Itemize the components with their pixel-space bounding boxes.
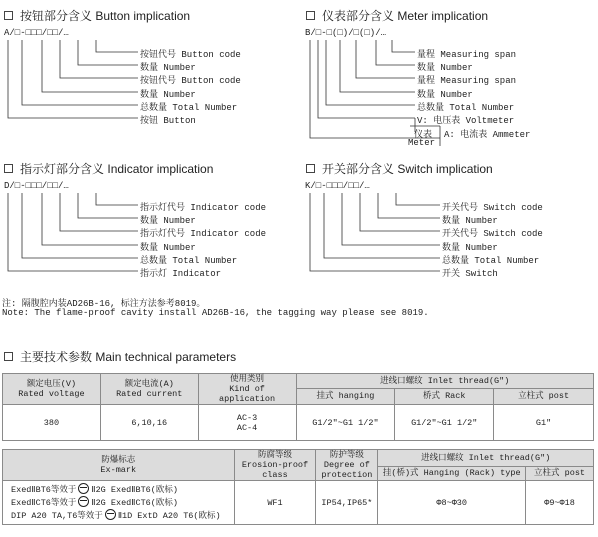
header-inlet-thread: 进线口螺纹 Inlet thread(G") — [378, 450, 594, 467]
header-post: 立柱式 post — [494, 388, 594, 404]
switch-label-number: 数量 Number — [442, 216, 498, 226]
button-section-title: 按钮部分含义 Button implication — [4, 7, 190, 24]
meter-label-number-2: 数量 Number — [417, 90, 473, 100]
button-label-number: 数量 Number — [140, 63, 196, 73]
rated-params-table — [2, 373, 594, 441]
header-erosion-proof: 防腐等级 Erosion-proof class — [234, 450, 316, 481]
switch-label-total: 总数量 Total Number — [442, 256, 540, 266]
cell-ex-marks: ExedⅡBT6等效于 Ⅱ2G ExedⅡBT6(欧标) ExedⅡCT6等效于 Ⅱ2G ExedⅡCT6(欧标) DIP A20 TA,T6等效于 Ⅱ1D ExtD A20 T6(欧标) — [3, 481, 235, 525]
cell-kind: AC-3 AC-4 — [198, 405, 296, 441]
switch-label-code: 开关代号 Switch code — [442, 203, 543, 213]
note-cn: 注: 隔腹腔内装AD26B-16, 标注方法参考8019。 — [2, 299, 206, 309]
header-kind-of-application: 使用类别 Kind of application — [198, 374, 296, 405]
meter-label-ammeter: A: 电流表 Ammeter — [444, 130, 531, 140]
header-rated-voltage: 额定电压(V) Rated voltage — [3, 374, 101, 405]
ex-mark-icon — [78, 496, 89, 507]
cell-hanging-rack: Φ8~Φ30 — [378, 481, 526, 525]
header-post: 立柱式 post — [526, 466, 594, 480]
ex-mark-icon — [105, 509, 116, 520]
meter-label-span: 量程 Measuring span — [417, 50, 517, 60]
header-rated-current: 额定电流(A) Rated current — [100, 374, 198, 405]
header-rack: 桥式 Rack — [395, 388, 494, 404]
button-label-button: 按钮 Button — [140, 116, 196, 126]
table-row — [3, 481, 594, 525]
header-ex-mark: 防爆标志 Ex-mark — [3, 450, 235, 481]
cell-erosion: WF1 — [234, 481, 316, 525]
square-bullet-icon — [4, 352, 13, 361]
cell-post: G1" — [494, 405, 594, 441]
cell-post: Φ9~Φ18 — [526, 481, 594, 525]
meter-label-total: 总数量 Total Number — [417, 103, 515, 113]
cell-protection: IP54,IP65* — [316, 481, 378, 525]
meter-label-span-2: 量程 Measuring span — [417, 76, 517, 86]
cell-hanging: G1/2"~G1 1/2" — [296, 405, 395, 441]
indicator-label-number-2: 数量 Number — [140, 243, 196, 253]
indicator-section-title: 指示灯部分含义 Indicator implication — [4, 160, 213, 177]
meter-label-voltmeter: V: 电压表 Voltmeter — [417, 116, 515, 126]
switch-code: K/□-□□□/□□/… — [305, 181, 370, 191]
indicator-label-number: 数量 Number — [140, 216, 196, 226]
meter-box-cn: 仪表 — [414, 130, 433, 140]
header-inlet-thread: 进线口螺纹 Inlet thread(G") — [296, 374, 594, 389]
tech-section-title: 主要技术参数 Main technical parameters — [4, 348, 236, 365]
button-code: A/□-□□□/□□/… — [4, 28, 69, 38]
ex-mark-table — [2, 449, 594, 525]
indicator-label-code: 指示灯代号 Indicator code — [140, 203, 267, 213]
table-row — [3, 405, 594, 441]
meter-code: B/□-□(□)/□(□)/… — [305, 28, 387, 38]
indicator-label-indicator: 指示灯 Indicator — [140, 269, 222, 279]
cell-voltage: 380 — [3, 405, 101, 441]
button-label-number-2: 数量 Number — [140, 90, 196, 100]
header-hanging: 挂式 hanging — [296, 388, 395, 404]
indicator-label-total: 总数量 Total Number — [140, 256, 238, 266]
switch-label-code-2: 开关代号 Switch code — [442, 229, 543, 239]
indicator-label-code-2: 指示灯代号 Indicator code — [140, 229, 267, 239]
switch-section-title: 开关部分含义 Switch implication — [306, 160, 493, 177]
switch-label-switch: 开关 Switch — [442, 269, 498, 279]
cell-current: 6,10,16 — [100, 405, 198, 441]
cell-rack: G1/2"~G1 1/2" — [395, 405, 494, 441]
button-label-code-2: 按钮代号 Button code — [140, 76, 241, 86]
meter-box-en: Meter — [408, 138, 436, 148]
meter-section-title: 仪表部分含义 Meter implication — [306, 7, 488, 24]
note-en: Note: The flame-proof cavity install AD26B-16, the tagging way please see 8019. — [2, 308, 429, 318]
meter-label-number: 数量 Number — [417, 63, 473, 73]
header-protection: 防护等级 Degree of protection — [316, 450, 378, 481]
header-hanging-rack: 挂(桥)式 Hanging (Rack) type — [378, 466, 526, 480]
switch-label-number-2: 数量 Number — [442, 243, 498, 253]
ex-mark-icon — [78, 483, 89, 494]
button-label-total: 总数量 Total Number — [140, 103, 238, 113]
indicator-code: D/□-□□□/□□/… — [4, 181, 69, 191]
button-label-code: 按钮代号 Button code — [140, 50, 241, 60]
